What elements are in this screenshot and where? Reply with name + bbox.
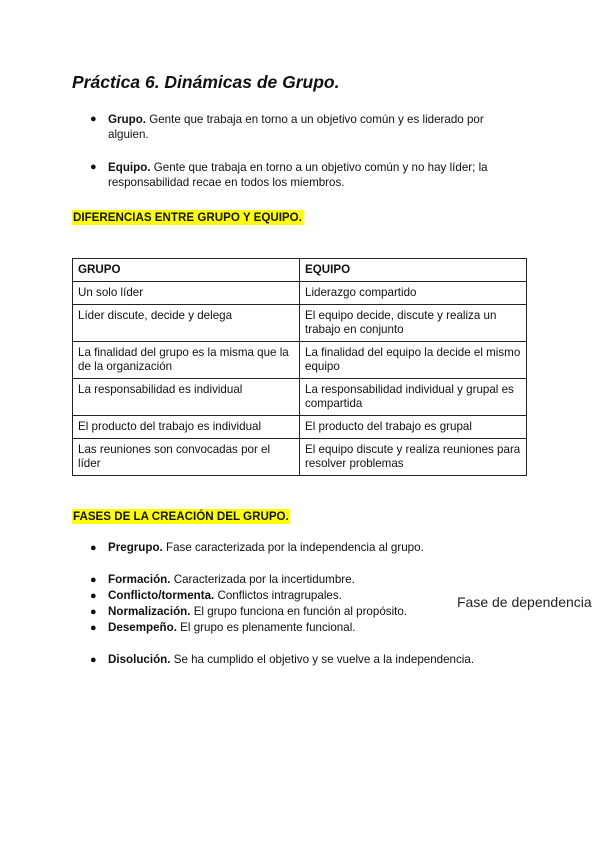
- phase-term: Conflicto/tormenta.: [108, 589, 215, 602]
- table-cell: Líder discute, decide y delega: [73, 305, 300, 342]
- table-cell: La finalidad del grupo es la misma que la de la organización: [73, 342, 300, 379]
- list-item: [72, 540, 532, 556]
- table-cell: Liderazgo compartido: [300, 282, 527, 305]
- table-cell: Un solo líder: [73, 282, 300, 305]
- list-item: [72, 160, 512, 190]
- phases-heading: FASES DE LA CREACIÓN DEL GRUPO.: [73, 510, 289, 523]
- phase-text: Conflictos intragrupales.: [214, 589, 342, 602]
- table-cell: El equipo discute y realiza reuniones para resolver problemas: [300, 439, 527, 476]
- bullet-icon: ●: [90, 542, 97, 554]
- table-header-cell: EQUIPO: [300, 259, 527, 282]
- list-item: [72, 652, 532, 668]
- bullet-icon: ●: [90, 161, 97, 173]
- bullet-icon: ●: [90, 590, 97, 602]
- table-cell: El equipo decide, discute y realiza un trabajo en conjunto: [300, 305, 527, 342]
- table-row: [73, 305, 527, 342]
- phase-text: El grupo es plenamente funcional.: [176, 621, 356, 634]
- phase-text: Se ha cumplido el objetivo y se vuelve a la independencia.: [170, 653, 475, 666]
- phase-term: Desempeño.: [108, 621, 177, 634]
- definition-text: Gente que trabaja en torno a un objetivo común y no hay líder; la responsabilidad recae en todos los miembros.: [108, 161, 488, 189]
- table-cell: El producto del trabajo es grupal: [300, 416, 527, 439]
- term-label: Equipo.: [108, 161, 151, 174]
- list-item: [72, 572, 532, 588]
- bullet-icon: ●: [90, 574, 97, 586]
- table-cell: La responsabilidad individual y grupal es compartida: [300, 379, 527, 416]
- bullet-icon: ●: [90, 654, 97, 666]
- phase-term: Normalización.: [108, 605, 191, 618]
- table-header-cell: GRUPO: [73, 259, 300, 282]
- definitions-list: [72, 112, 512, 208]
- table-row: [73, 282, 527, 305]
- side-note: Fase de dependencia: [457, 594, 592, 610]
- table-cell: La finalidad del equipo la decide el mismo equipo: [300, 342, 527, 379]
- table-header-row: [73, 259, 527, 282]
- definition-text: Gente que trabaja en torno a un objetivo común y es liderado por alguien.: [108, 113, 484, 141]
- phase-term: Disolución.: [108, 653, 171, 666]
- bullet-icon: ●: [90, 113, 97, 125]
- list-item: [72, 112, 512, 142]
- differences-heading: DIFERENCIAS ENTRE GRUPO Y EQUIPO.: [73, 211, 302, 224]
- table-row: [73, 439, 527, 476]
- table-row: [73, 379, 527, 416]
- page-title: Práctica 6. Dinámicas de Grupo.: [72, 72, 340, 92]
- term-label: Grupo.: [108, 113, 146, 126]
- list-item: [72, 620, 532, 636]
- table-cell: Las reuniones son convocadas por el líder: [73, 439, 300, 476]
- table-cell: El producto del trabajo es individual: [73, 416, 300, 439]
- phase-text: Caracterizada por la incertidumbre.: [170, 573, 355, 586]
- bullet-icon: ●: [90, 622, 97, 634]
- bullet-icon: ●: [90, 606, 97, 618]
- phase-text: Fase caracterizada por la independencia al grupo.: [162, 541, 424, 554]
- table-row: [73, 342, 527, 379]
- table-cell: La responsabilidad es individual: [73, 379, 300, 416]
- phase-term: Formación.: [108, 573, 171, 586]
- differences-table: [72, 258, 527, 476]
- table-row: [73, 416, 527, 439]
- phase-text: El grupo funciona en función al propósito.: [190, 605, 408, 618]
- phase-term: Pregrupo.: [108, 541, 163, 554]
